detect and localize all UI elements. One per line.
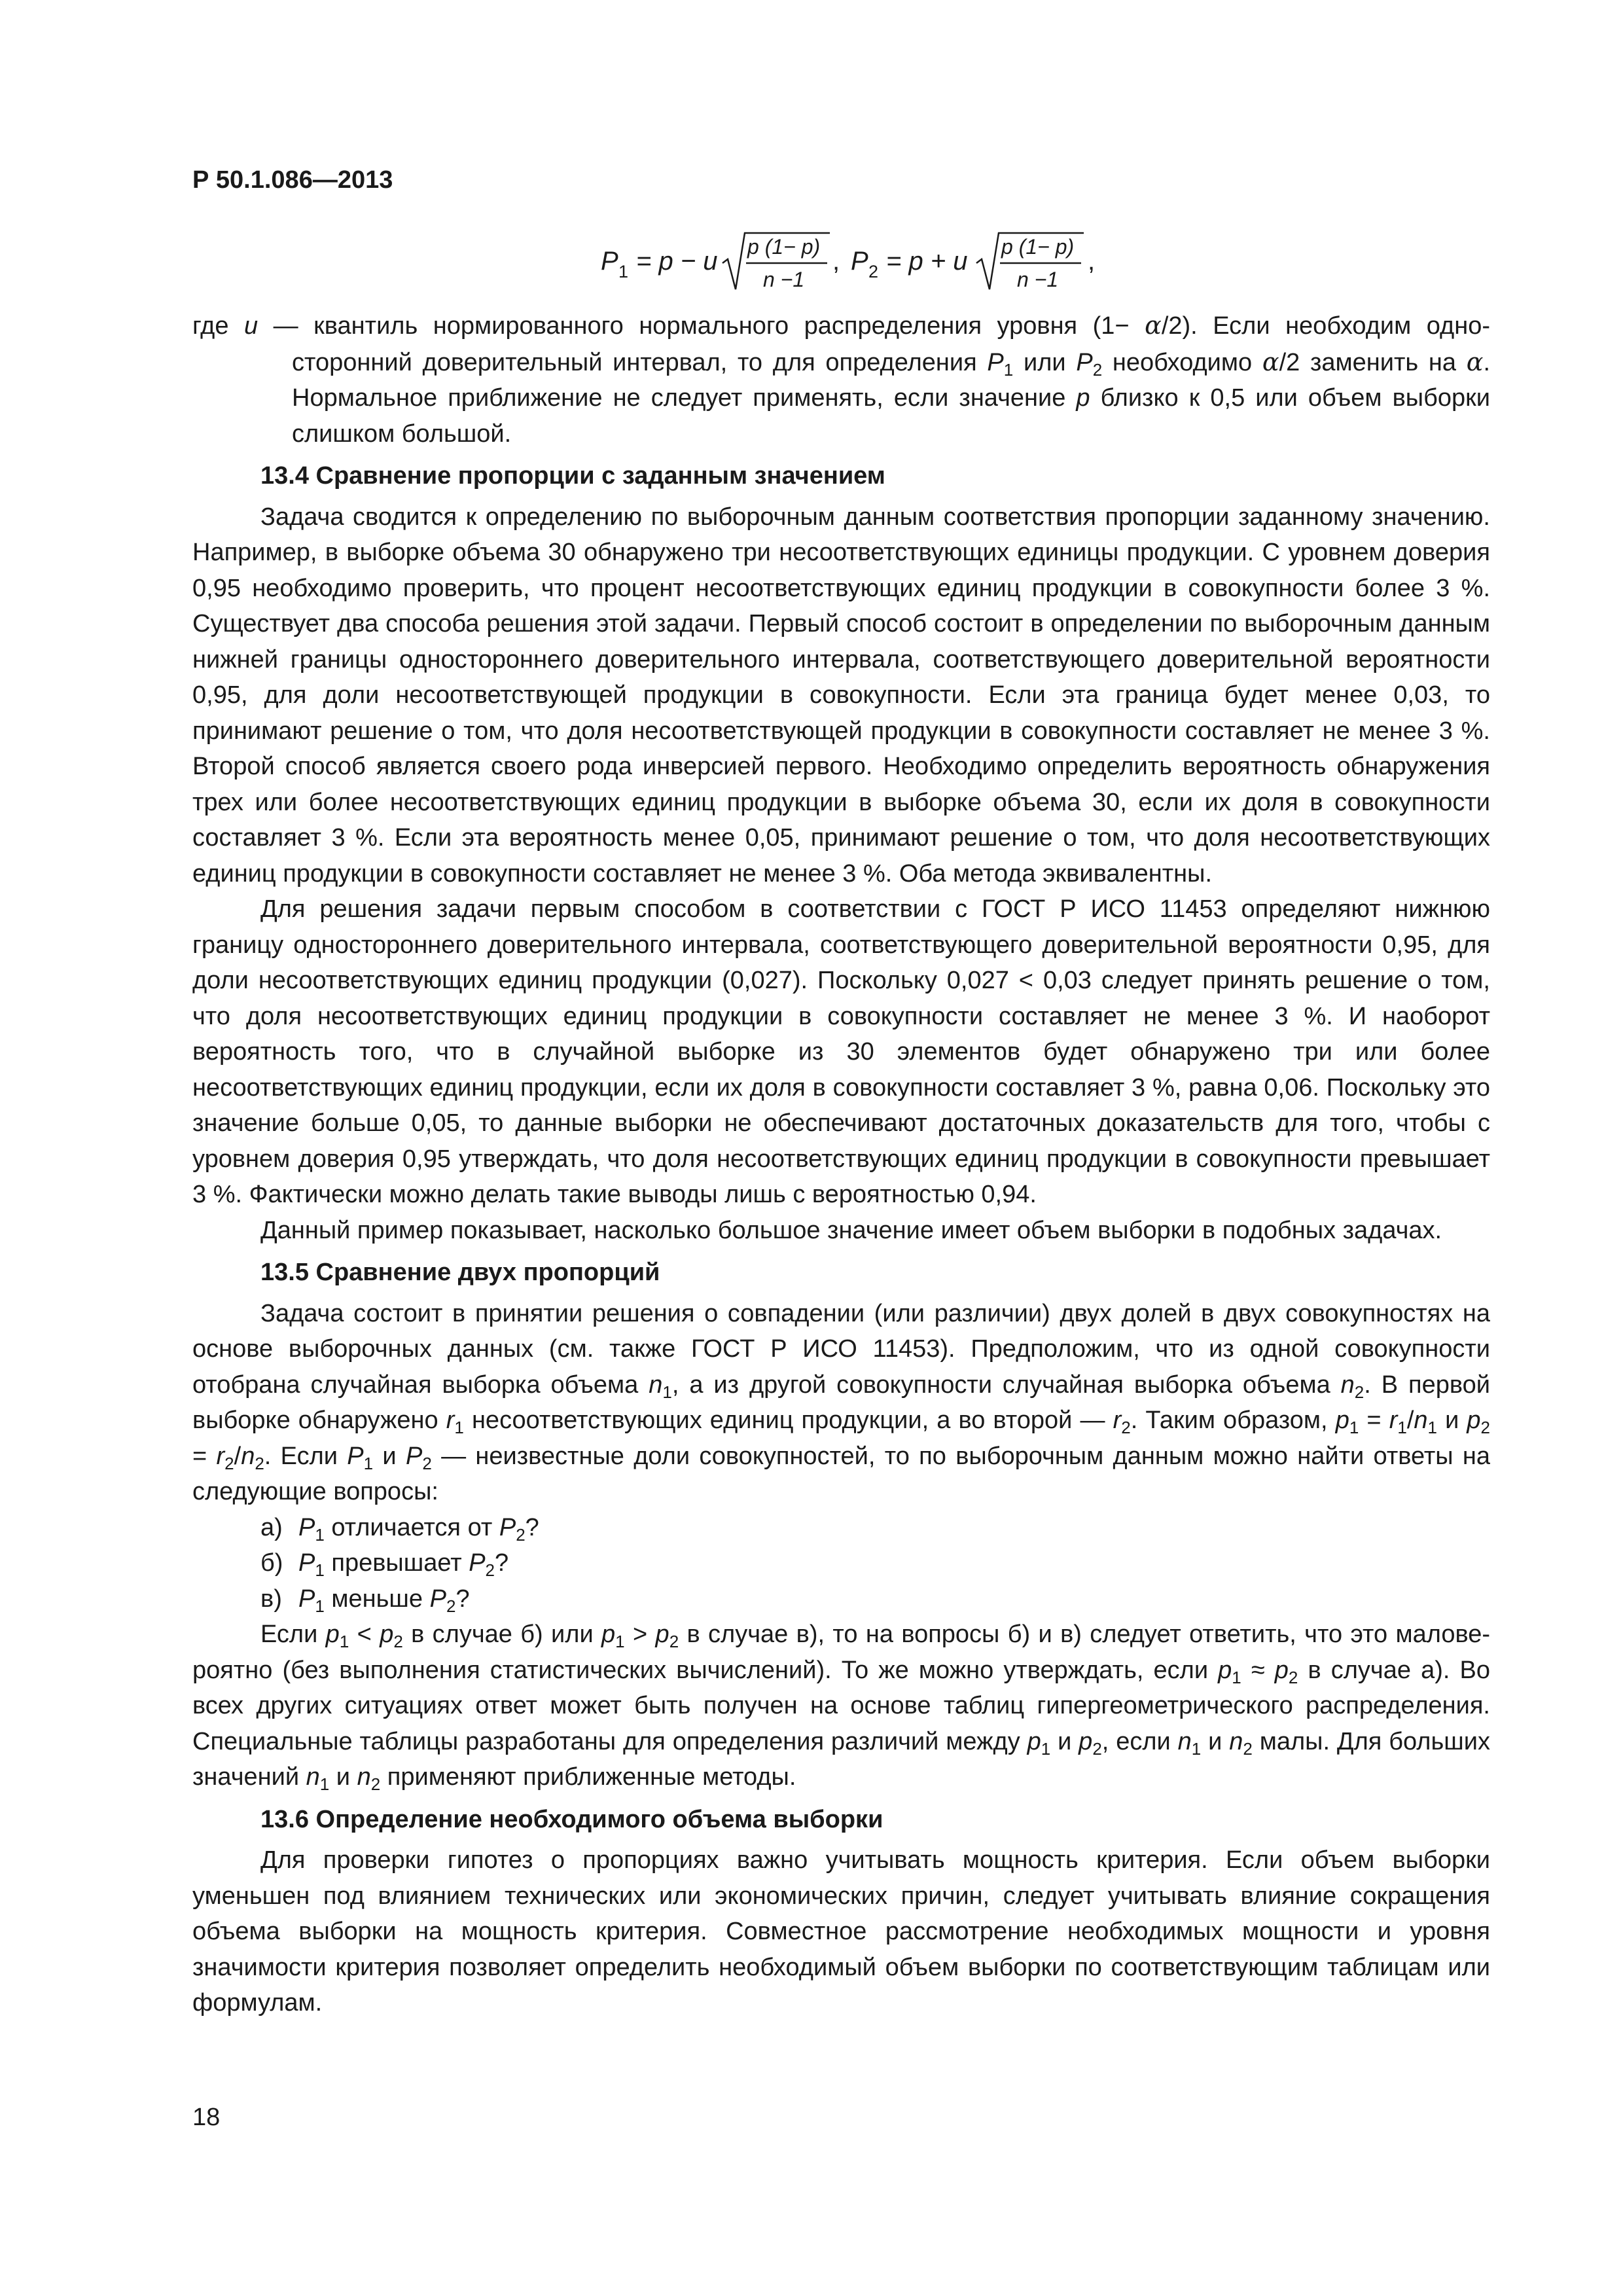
list-item-c: в) $P_1$ меньше $P_2$? xyxy=(260,1585,470,1616)
formula-p1-sub: 1 xyxy=(618,262,629,281)
paragraph-13-6: Для проверки гипотез о пропорциях важно учитывать мощность критерия. Если объем выборки уменьшен под влиянием технических или экономических причин, следует учитывать влияние сокращения объема выборки на мощность критерия. Совместное рассмотрение необходимых мощности и уровня значимости критерия позволяет определить необходимый объем выборки по соответствующим таблицам или формулам. xyxy=(192,1846,1490,2017)
section-heading-13-5: 13.5 Сравнение двух пропорций xyxy=(260,1259,660,1286)
section-heading-13-4: 13.4 Сравнение пропорции с заданным значением xyxy=(260,462,885,490)
section-heading-13-6: 13.6 Определение необходимого объема выборки xyxy=(260,1805,883,1833)
formula-sep: , xyxy=(832,247,840,276)
document-body xyxy=(192,308,1490,2021)
paragraph-13-5-b: Если $p_1 < p_2$ в случае б) или $p_1 > p_2$ в случае в), то на вопросы б) и в) следует ответить, что это маловероятно (без выполнения статистических вычислений). То же можно утверждать, если $p_1 \approx p_2$ в случае а). Во всех других ситуациях ответ может быть получен на основе таблиц гипергеометрического распределения. Специальные таблицы разработаны для определения различий между $p_1$ и $p_2$, если $n_1$ и $n_2$ малы. Для больших значений $n_1$ и $n_2$ применяют приближенные методы. xyxy=(192,1621,1490,1794)
formula-p2-lhs: P xyxy=(851,247,868,276)
paragraph-13-4-c: Данный пример показывает, насколько большое значение имеет объем выборки в подобных задачах. xyxy=(260,1216,1442,1244)
formula-end: , xyxy=(1088,247,1096,276)
list-item-b: б) $P_1$ превышает $P_2$? xyxy=(260,1549,509,1580)
list-item-a: а) $P_1$ отличается от $P_2$? xyxy=(260,1513,539,1545)
where-paragraph: где u — квантиль нормированного нормального распределения уровня (1− α/2). Если необходим односторонний доверительный интервал, то для определения $P_1$ или $P_2$ необходимо α/2 заменить на α. Нормальное приближение не следует применять, если значение p близко к 0,5 или объем выборки слишком большой. xyxy=(192,311,1490,448)
formula-numerator-2: p (1− p) xyxy=(1001,235,1075,259)
formula-denominator-1: n −1 xyxy=(763,268,805,291)
confidence-interval-formula xyxy=(0,216,1623,308)
paragraph-13-4-b: Для решения задачи первым способом в соответствии с ГОСТ Р ИСО 11453 определяют нижнюю границу одностороннего доверительного интервала, соответствующего доверительной вероятности 0,95, для доли несоответствующих единиц продукции (0,027). Поскольку 0,027 < 0,03 следует принять решение о том, что доля несоответствующих единиц продукции в совокупности составляет не менее 3 %. И наоборот вероятность того, что в случайной выборке из 30 элементов будет обнаружено три или более несоответствующих единиц продукции, если их доля в совокупности составляет 3 %, равна 0,06. Поскольку это значение больше 0,05, то данные выборки не обеспечивают достаточных доказательств для того, чтобы с уровнем доверия 0,95 утверждать, что доля несоответствующих единиц продукции в совокупности превышает 3 %. Фактически можно делать такие выводы лишь с вероятностью 0,94. xyxy=(192,895,1490,1208)
formula-p1-lhs: P xyxy=(601,247,618,276)
page-number: 18 xyxy=(192,2104,221,2131)
formula-p2-rhs: = p + u xyxy=(886,247,968,276)
document-header: Р 50.1.086—2013 xyxy=(192,166,393,194)
formula-svg xyxy=(0,216,1623,308)
formula-denominator-2: n −1 xyxy=(1017,268,1059,291)
formula-numerator-1: p (1− p) xyxy=(747,235,821,259)
paragraph-13-4-a: Задача сводится к определению по выборочным данным соответствия пропорции заданному значению. Например, в выборке объема 30 обнаружено три несоответствующих единицы продукции. С уровнем доверия 0,95 необходимо проверить, что процент несоответствующих единиц продукции в совокупности более 3 %. Существует два способа решения этой задачи. Первый способ состоит в определении по выборочным данным нижней границы одностороннего доверительного интервала, соответствующего доверительной вероятности 0,95, для доли несоответствующей продукции в совокупности. Если эта граница будет менее 0,03, то принимают решение о том, что доля несоответствующей продукции в совокупности составляет не менее 3 %. Второй способ является своего рода инверсией первого. Необходимо определить вероятность обнаружения трех или более несоответствующих единиц продукции в выборке объема 30, если их доля в совокупности составляет 3 %. Если эта вероятность менее 0,05, принимают решение о том, что доля несоответствующих единиц продукции в совокупности составляет не менее 3 %. Оба метода эквивалентны. xyxy=(192,503,1490,888)
formula-p2-sub: 2 xyxy=(868,262,879,281)
paragraph-13-5-a: Задача состоит в принятии решения о совпадении (или различии) двух долей в двух совокупностях на основе выборочных данных (см. также ГОСТ Р ИСО 11453). Предположим, что из одной совокупности отобрана случайная выборка объема $n_1$, а из другой совокупности случайная выборка объема $n_2$. В первой выборке обнаружено $r_1$ несоответствующих единиц продукции, а во второй — $r_2$. Таким образом, $p_1 = r_1/n_1$ и $p_2 = r_2/n_2$. Если $P_1$ и $P_2$ — неизвестные доли совокупностей, то по выборочным данным можно найти ответы на следующие вопросы: xyxy=(192,1299,1490,1505)
formula-p1-rhs: = p − u xyxy=(636,247,718,276)
